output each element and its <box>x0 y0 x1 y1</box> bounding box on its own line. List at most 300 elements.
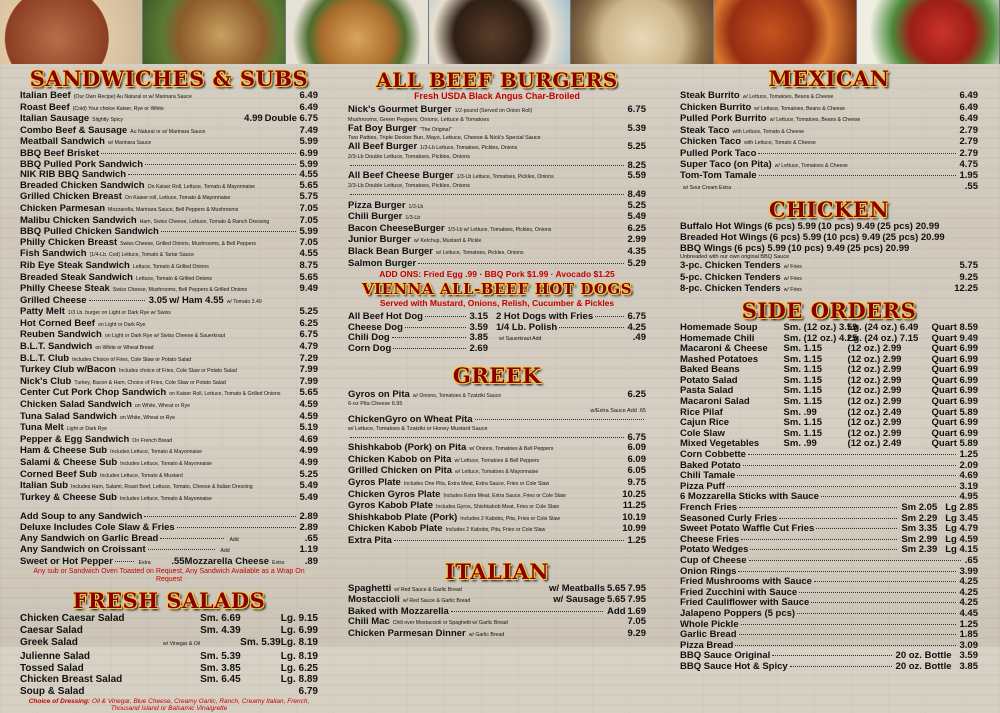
leader-dots <box>559 327 623 328</box>
burgers-subtitle: Fresh USDA Black Angus Char-Broiled <box>414 91 580 101</box>
hotdogs-subtitle: Served with Mustard, Onions, Relish, Cucumber & Pickles <box>379 298 615 309</box>
item-price-2: Double 6.75 <box>264 113 318 125</box>
item-name: All Beef Cheese Burger <box>348 170 454 182</box>
item-price: .65 <box>964 554 978 566</box>
item-desc: Includes Lettuce, Tomato & Mayonnaise <box>120 461 213 467</box>
item-name: Deluxe Includes Cole Slaw & Fries <box>20 521 175 533</box>
item-price-a: (6 pcs) 5.99 <box>734 242 786 254</box>
item-price: 6.49 <box>959 113 978 125</box>
leader-dots <box>350 437 624 438</box>
item-name: Nick's Club <box>20 375 72 387</box>
item-price-c: (25 pcs) 20.99 <box>882 231 945 243</box>
item-name: Italian Beef <box>20 90 71 101</box>
item-price-quart: Quart 6.99 <box>931 385 978 397</box>
salad-item <box>20 625 318 637</box>
item-price-c: (25 pcs) 20.99 <box>877 221 940 233</box>
item-name: Chicken Caesar Salad <box>20 613 125 625</box>
item-price-small: Sm. 1.15 <box>783 385 823 397</box>
item-name: B.L.T. Club <box>20 352 70 364</box>
item-desc: Extra <box>138 559 151 566</box>
sandwich-item <box>20 458 318 470</box>
item-desc: Includes Lettuce, Tomato & Mayonnaise <box>119 495 212 502</box>
item-name: Baked Potato <box>680 459 741 471</box>
item-desc: Add <box>229 536 239 543</box>
chicken-item <box>680 244 978 255</box>
item-name: Shishkabob (Pork) on Pita <box>348 442 467 454</box>
item-name: 3-pc. Chicken Tenders <box>680 260 781 272</box>
leader-dots <box>749 560 961 561</box>
item-price-large: (12 oz.) 2.99 <box>847 396 902 408</box>
item-price: 3.05 <box>148 294 168 306</box>
extra-item <box>20 557 318 569</box>
item-price: 5.25 <box>299 306 318 318</box>
item-price-large: Lg. 8.19 <box>280 636 318 648</box>
item-desc: w/ Sauerkraut Add <box>499 336 542 343</box>
item-price-small: Sm. 6.69 <box>200 613 241 625</box>
item-price-large: (12 oz.) 2.49 <box>847 438 902 450</box>
item-desc: Includes choice of Fries, Cole Slaw or Potato Salad <box>118 368 237 375</box>
leader-dots <box>741 539 897 540</box>
item-price-large: 6.79 <box>298 686 318 698</box>
item-price: 1.95 <box>959 170 978 182</box>
item-note: Mushrooms, Green Peppers, Onions, Lettuce & Tomatoes <box>348 116 490 123</box>
item-price: 2.79 <box>959 147 978 159</box>
item-price: .55 <box>171 555 185 567</box>
item-price-c: (25 pcs) 20.99 <box>846 242 910 254</box>
leader-dots <box>115 561 134 562</box>
item-price: 5.25 <box>627 199 646 211</box>
item-price-2: 7.95 <box>627 582 646 594</box>
item-desc: w/ Ketchup, Mustard & Pickle <box>413 238 482 245</box>
item-name: Italian Sausage <box>20 113 90 125</box>
item-price: 3.59 <box>469 321 488 333</box>
item-name: Grilled Chicken Breast <box>20 191 122 203</box>
item-price-large: (12 oz.) 2.99 <box>847 364 902 376</box>
item-price-large: Lg. (24 oz.) 7.15 <box>847 332 919 344</box>
item-price: 4.35 <box>627 245 646 257</box>
item-price: 11.25 <box>622 500 646 512</box>
item-price: 5.19 <box>299 422 318 434</box>
item-price-quart: Quart 5.89 <box>931 406 978 418</box>
burger-item <box>348 259 646 270</box>
side-item <box>680 323 978 334</box>
salad-item <box>20 663 318 675</box>
sandwich-item <box>20 400 318 412</box>
item-price: 6.05 <box>627 465 646 477</box>
item-price-large: (12 oz.) 2.99 <box>847 353 902 365</box>
item-price: 5.25 <box>299 468 318 480</box>
item-price: 5.65 <box>607 582 626 594</box>
hotdogs-heading: VIENNA ALL-BEEF HOT DOGS <box>361 280 633 299</box>
item-price-large: Lg. 9.15 <box>280 613 318 625</box>
item-name: Tossed Salad <box>20 662 84 674</box>
item-desc: w/ Onions, Tomatoes & Tzatziki Sauce <box>412 392 502 399</box>
item-name: Salami & Cheese Sub <box>20 457 118 468</box>
item-price: 3.59 <box>959 650 978 662</box>
item-price-large: (12 oz.) 2.99 <box>847 385 902 397</box>
item-mid-price: Sm 3.35 <box>901 523 938 535</box>
item-name: Extra Pita <box>348 535 392 547</box>
item-price-2: 7.95 <box>627 594 646 606</box>
item-price-quart: Quart 6.99 <box>931 396 978 408</box>
sandwich-item <box>20 91 318 103</box>
item-mid-price: 20 oz. Bottle <box>895 660 952 672</box>
item-price: 7.49 <box>299 124 318 136</box>
item-mid-desc: Extra <box>272 559 285 566</box>
side-item <box>680 503 978 514</box>
mexican-item <box>680 149 978 160</box>
item-name: Tom-Tom Tamale <box>680 170 757 182</box>
item-price: 2.79 <box>959 136 978 148</box>
item-desc: 1/3-Lb Lettuce, Tomatoes, Pickles, Onions <box>456 174 554 181</box>
item-price: 4.99 <box>244 113 263 125</box>
item-name: Pulled Pork Burrito <box>680 113 767 125</box>
item-price: 5.65 <box>299 387 318 399</box>
italian-item <box>348 629 646 641</box>
item-price-large: Lg. 6.25 <box>280 662 318 674</box>
item-name: Pasta Salad <box>680 385 734 397</box>
item-name: Grilled Chicken on Pita <box>348 465 452 477</box>
item-mid-price: Sm 2.99 <box>901 533 938 545</box>
item-name: Super Taco (on Pita) <box>680 158 772 170</box>
item-price-a: (6 pcs) 5.99 <box>764 221 816 233</box>
item-price: 4.75 <box>959 158 978 170</box>
item-desc: on Light or Dark Rye <box>97 321 146 328</box>
item-name: NIK RIB BBQ Sandwich <box>20 169 127 181</box>
burger-item <box>348 190 646 201</box>
item-price-2: 9.29 <box>627 628 646 639</box>
item-name: 2 Hot Dogs with Fries <box>496 311 594 323</box>
item-desc: 1/3-Lb w/ Lettuce, Tomatoes, Pickles, Onions <box>447 226 552 233</box>
item-name: Fish Sandwich <box>20 248 87 260</box>
tender-item <box>680 261 978 273</box>
sandwich-note: Any sub or Sandwich Oven Toasted on Request, Any Sandwich Available as a Wrap On Request <box>33 568 305 584</box>
item-price: 3.85 <box>469 332 488 344</box>
item-price: 5.49 <box>299 491 318 503</box>
item-price-quart: Quart 6.99 <box>931 417 978 429</box>
item-name: Fried Mushrooms with Sauce <box>680 576 812 588</box>
item-name: Garlic Bread <box>680 629 737 641</box>
item-desc: Lettuce, Tomato & Grilled Onions <box>135 275 213 282</box>
leader-dots <box>799 592 955 593</box>
mexican-heading: MEXICAN <box>768 66 890 91</box>
item-price: 6.99 <box>299 147 318 159</box>
item-desc: w/ Fries <box>783 264 802 271</box>
dressing-options: Oil & Vinegar, Blue Cheese, Creamy Garlic, Ranch, Creamy Italian, French, Thousand Island or Balsamic Vinaigrette <box>91 697 310 713</box>
leader-dots <box>160 538 224 539</box>
item-name: 6 Mozzarella Sticks with Sauce <box>680 491 819 503</box>
item-name: Cheese Dog <box>348 321 403 333</box>
item-desc: w/ Lettuce, Tomatoes, Beans & Cheese <box>742 94 834 100</box>
item-name: Any Sandwich on Croissant <box>20 544 146 556</box>
sandwich-item <box>20 493 318 505</box>
leader-dots <box>101 153 295 154</box>
item-desc: with Lettuce, Tomato & Cheese <box>732 128 805 135</box>
item-desc: on White or Wheat Bread <box>95 345 154 352</box>
item-name: BBQ Sauce Original <box>680 650 771 662</box>
item-price-quart: Quart 9.49 <box>931 332 978 344</box>
item-price: 5.99 <box>299 226 318 238</box>
leader-dots <box>811 602 955 603</box>
item-price-a: (6 pcs) 5.99 <box>769 231 822 243</box>
item-price-3: w/ Tomato 3.49 <box>226 298 262 305</box>
dressing-note <box>20 698 318 713</box>
item-desc: Mozzarella, Marinara Sauce, Bell Peppers & Mushrooms <box>108 206 239 213</box>
item-name: BBQ Wings <box>680 242 733 254</box>
item-mid-price: Sm 2.05 <box>901 502 938 513</box>
item-price: 4.25 <box>627 321 646 333</box>
item-desc: w/ Red Sauce & Garlic Bread <box>394 586 462 593</box>
burger-item <box>348 171 646 183</box>
leader-dots <box>128 174 295 175</box>
item-price: 4.55 <box>299 169 318 181</box>
item-price-2: w/ Ham 4.55 <box>169 294 224 306</box>
hotdogs-left <box>348 312 488 354</box>
item-price-small: Sm. 1.15 <box>783 364 823 376</box>
item-name: Potato Salad <box>680 374 738 386</box>
item-name: Chili Tamale <box>680 470 736 482</box>
item-price-quart: Quart 6.99 <box>931 427 978 439</box>
food-photo-salad <box>857 0 1000 64</box>
item-note: 2/3-Lb Double Lettuce, Tomatoes, Pickles, Onions <box>348 153 470 160</box>
sandwich-item <box>20 261 318 273</box>
leader-dots <box>161 231 296 232</box>
item-name: Corn Cobbette <box>680 449 746 461</box>
item-name: Turkey Club w/Bacon <box>20 364 116 376</box>
item-price: 1.19 <box>299 544 318 556</box>
item-name: Fried Cauliflower with Sauce <box>680 597 810 609</box>
leader-dots <box>595 316 623 317</box>
item-desc: 1/2-pound (Served on Onion Roll) <box>454 108 533 114</box>
item-price: 7.05 <box>299 236 318 248</box>
item-price: 8.75 <box>299 259 318 271</box>
item-price: 9.49 <box>299 283 318 295</box>
item-price-quart: Quart 5.89 <box>931 438 978 450</box>
item-price: 6.25 <box>299 317 318 329</box>
item-name: Soup & Salad <box>20 686 85 698</box>
item-price-large: (12 oz.) 2.99 <box>847 343 902 355</box>
item-price: 3.09 <box>959 639 978 651</box>
item-name: Cheese Fries <box>680 533 740 545</box>
leader-dots <box>821 496 956 497</box>
item-price: 4.99 <box>299 445 318 457</box>
chicken-item <box>680 233 978 244</box>
hotdog-item <box>348 344 488 355</box>
item-price: Lg 3.45 <box>945 512 978 524</box>
item-mid-price: Sm 2.39 <box>901 544 938 556</box>
leader-dots <box>772 655 891 656</box>
item-desc: Includes 2 Kabobs, Pita, Fries or Cole Slaw <box>460 515 561 522</box>
item-name: Homemade Soup <box>680 321 758 333</box>
item-name: Chili Dog <box>348 332 390 344</box>
item-name: Caesar Salad <box>20 625 83 637</box>
greek-item <box>348 524 646 536</box>
item-price: .65 <box>304 532 319 544</box>
mexican-item <box>680 91 978 103</box>
extra-item <box>20 545 318 557</box>
item-price: 1.25 <box>627 535 646 547</box>
item-price: 4.55 <box>299 248 318 260</box>
item-price: 6.25 <box>627 222 646 234</box>
item-price: 10.99 <box>622 523 646 535</box>
item-price: 8.49 <box>627 188 646 200</box>
burger-item <box>348 124 646 136</box>
item-desc: w/ Lettuce, Tomatoes & Bell Peppers <box>454 457 540 464</box>
item-price: 4.69 <box>299 433 318 445</box>
item-price: 6.25 <box>627 388 646 400</box>
leader-dots <box>797 613 955 614</box>
item-desc: with Lettuce, Tomato & Cheese <box>744 140 816 147</box>
item-price: 4.59 <box>299 399 318 411</box>
burger-item <box>348 142 646 154</box>
item-name: Chili Burger <box>348 211 403 223</box>
sandwich-item <box>20 342 318 354</box>
item-desc: Light or Dark Rye <box>66 426 108 433</box>
item-desc: Chili over Mostaccioli or Spaghetti w/ Garlic Bread <box>392 620 508 627</box>
item-name: Philly Cheese Steak <box>20 283 110 295</box>
item-name: Chicken Breast Salad <box>20 674 123 686</box>
leader-dots <box>405 327 466 328</box>
item-desc: Includes Lettuce, Tomato & Mustard <box>100 472 183 479</box>
mexican-item <box>680 182 978 194</box>
food-photo-gyro <box>429 0 572 64</box>
item-price: .55 <box>964 180 978 192</box>
item-mid-price: 20 oz. Bottle <box>895 650 952 662</box>
item-price-small: Sm. 1.15 <box>783 343 823 355</box>
item-price: 6.49 <box>299 101 318 113</box>
greek-heading: GREEK <box>452 362 542 388</box>
item-name: Gyros on Pita <box>348 388 410 400</box>
item-name: All Beef Burger <box>348 141 418 153</box>
extra-item <box>20 523 318 534</box>
item-name: Nick's Gourmet Burger <box>348 104 452 115</box>
side-item <box>680 556 978 567</box>
item-name: Grilled Cheese <box>20 294 87 306</box>
item-price: 6.75 <box>627 431 646 443</box>
item-desc: 1/3-Lb <box>408 203 424 210</box>
italian-item <box>348 607 646 618</box>
sides-list <box>680 450 978 672</box>
sides-heading: SIDE ORDERS <box>741 297 917 323</box>
item-name: Onion Rings <box>680 565 737 577</box>
leader-dots <box>394 540 624 541</box>
item-price: 8.25 <box>627 159 646 171</box>
tender-item <box>680 284 978 296</box>
item-price: 7.05 <box>299 214 318 226</box>
item-price: 3.19 <box>959 480 978 492</box>
item-price: Lg 4.79 <box>945 523 978 535</box>
item-price-small: Sm. 1.15 <box>783 427 823 439</box>
item-name: Salmon Burger <box>348 257 417 269</box>
item-name: Patty Melt <box>20 306 65 318</box>
item-name: Ham & Cheese Sub <box>20 445 108 457</box>
item-note: Two Patties, Triple Decker Bun, Mayo, Lettuce, Cheese & Nick's Special Sauce <box>348 135 541 142</box>
item-price: 2.79 <box>959 124 978 136</box>
item-price-small: Sm. 5.39 <box>200 650 241 662</box>
leader-dots <box>475 419 644 420</box>
item-price: 4.45 <box>959 607 978 619</box>
item-name: All Beef Hot Dog <box>348 311 423 323</box>
item-price: 5.39 <box>627 122 646 134</box>
item-name: Breaded Steak Sandwich <box>20 271 133 283</box>
item-name: Chicken Salad Sandwich <box>20 399 132 411</box>
item-name: Gyros Kabob Plate <box>348 500 433 512</box>
item-price-large: (12 oz.) 2.99 <box>847 374 902 386</box>
item-name: Whole Pickle <box>680 618 739 630</box>
sandwich-item <box>20 284 318 296</box>
sandwich-item <box>20 149 318 160</box>
leader-dots <box>738 571 955 572</box>
item-price-small: Sm. 1.15 <box>783 374 823 386</box>
item-name: Cup of Cheese <box>680 554 747 566</box>
leader-dots <box>750 549 897 550</box>
item-name: Buffalo Hot Wings <box>680 221 763 233</box>
salads-heading: FRESH SALADS <box>72 588 266 614</box>
item-name: BBQ Pulled Pork Sandwich <box>20 158 143 170</box>
side-item <box>680 651 978 662</box>
item-price: 3.85 <box>959 660 978 672</box>
salad-item <box>20 613 318 625</box>
item-note-2: w/Extra Sauce Add .65 <box>590 408 646 415</box>
item-price: Lg 4.59 <box>945 533 978 545</box>
item-desc: On French Bread <box>132 437 173 444</box>
item-price: 7.29 <box>299 352 318 364</box>
hotdogs-grid <box>348 312 646 354</box>
item-desc: Ham, Swiss Cheese, Lettuce, Tomato & Ranch Dressing <box>139 218 270 225</box>
salad-item <box>20 637 318 651</box>
leader-dots <box>177 527 296 528</box>
item-price-small: Sm. .99 <box>783 438 817 450</box>
item-price: 3.99 <box>959 565 978 577</box>
item-name: Greek Salad <box>20 636 78 648</box>
item-name: Corned Beef Sub <box>20 468 98 480</box>
item-desc: (1/4-Lb. Cod) Lettuce, Tomato & Tartar Sauce <box>89 252 194 259</box>
leader-dots <box>451 611 603 612</box>
leader-dots <box>89 300 145 301</box>
item-price: 10.19 <box>622 511 646 523</box>
hotdog-item <box>496 333 646 345</box>
burger-addons: ADD ONS: Fried Egg .99 · BBQ Pork $1.99 · Avocado $1.25 <box>379 269 615 280</box>
leader-dots <box>735 645 955 646</box>
item-name: Julienne Salad <box>20 650 91 662</box>
item-name: Spaghetti <box>348 582 392 594</box>
item-name: Mashed Potatoes <box>680 353 759 365</box>
item-price: Lg 2.85 <box>945 502 978 513</box>
item-desc: on White, Wheat or Rye <box>134 403 190 410</box>
item-mid-price: w/ Meatballs <box>549 582 605 594</box>
item-desc: Au Natural or w/ Marinara Sauce <box>130 128 206 135</box>
item-name: Chicken Kabob Plate <box>348 523 443 535</box>
item-desc: Includes 2 Kabobs, Pita, Fries or Cole Slaw <box>445 527 546 534</box>
item-name: Chicken Parmesan <box>20 202 106 214</box>
item-name: Cajun Rice <box>680 417 730 429</box>
item-desc: Add <box>220 548 230 555</box>
item-name: Sweet or Hot Pepper <box>20 555 113 567</box>
item-name: Pulled Pork Taco <box>680 147 757 159</box>
item-price-quart: Quart 6.99 <box>931 374 978 386</box>
item-price: 9.75 <box>627 477 646 489</box>
leader-dots <box>393 348 465 349</box>
item-price-large: (12 oz.) 2.99 <box>847 417 902 429</box>
food-photo-fried-chicken <box>714 0 857 64</box>
food-photo-burger <box>286 0 429 64</box>
item-name: Mixed Vegetables <box>680 438 760 450</box>
item-name: Jalapeno Poppers (5 pcs) <box>680 607 796 619</box>
item-desc: on Light or Dark Rye w/ Swiss Cheese & Sauerkraut <box>104 333 226 340</box>
item-name: 5-pc. Chicken Tenders <box>680 271 781 283</box>
item-price-large: Lg. 8.19 <box>280 650 318 662</box>
item-price-small: Sm. 5.39 <box>240 636 281 648</box>
